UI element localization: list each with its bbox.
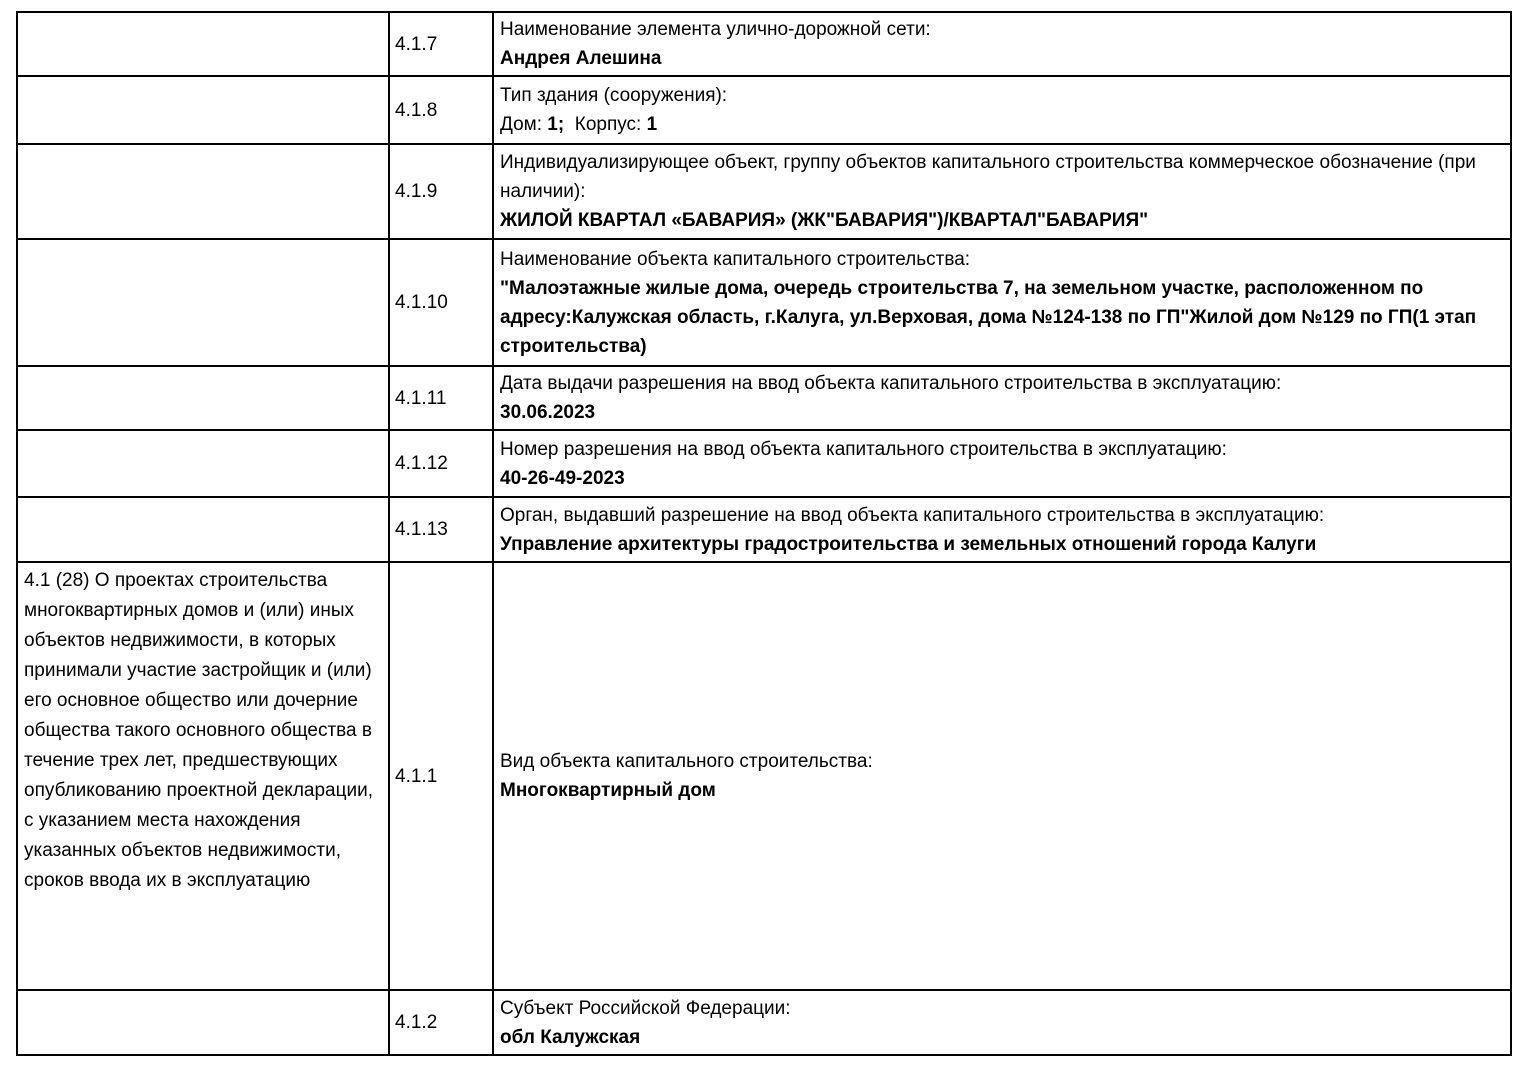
field-cell bbox=[493, 562, 1511, 990]
row-code: 4.1.2 bbox=[389, 990, 493, 1055]
field-cell bbox=[493, 144, 1511, 239]
row-code: 4.1.11 bbox=[389, 366, 493, 430]
field-value: ЖИЛОЙ КВАРТАЛ «БАВАРИЯ» (ЖК"БАВАРИЯ")/КВАРТАЛ"БАВАРИЯ" bbox=[500, 210, 1149, 231]
field-value bbox=[500, 110, 1504, 139]
project-declaration-table bbox=[16, 11, 1512, 1056]
value-part: Дом: bbox=[500, 114, 548, 135]
row-code: 4.1.12 bbox=[389, 430, 493, 497]
section-description: 4.1 (28) О проектах строительства многоквартирных домов и (или) иных объектов недвижимости, в которых принимали участие застройщик и (или) его основное общество или дочерние общества такого основного общества в течение трех лет, предшествующих опубликованию проектной декларации, с указанием места нахождения указанных объектов недвижимости, сроков ввода их в эксплуатацию bbox=[17, 562, 389, 990]
field-value: Многоквартирный дом bbox=[500, 780, 716, 801]
field-value: 30.06.2023 bbox=[500, 402, 596, 423]
value-part: 1 bbox=[646, 114, 658, 135]
value-part: 1; bbox=[547, 114, 565, 135]
table-row bbox=[17, 497, 1511, 562]
field-label: Индивидуализирующее объект, группу объектов капитального строительства коммерческое обозначение (при наличии): bbox=[500, 152, 1476, 202]
field-label: Тип здания (сооружения): bbox=[500, 85, 728, 106]
field-cell bbox=[493, 12, 1511, 76]
field-value: Андрея Алешина bbox=[500, 48, 662, 69]
field-cell bbox=[493, 497, 1511, 562]
value-part: Корпус: bbox=[564, 114, 647, 135]
row-code: 4.1.1 bbox=[389, 562, 493, 990]
table-row bbox=[17, 76, 1511, 144]
field-cell bbox=[493, 76, 1511, 144]
field-value: 40-26-49-2023 bbox=[500, 467, 625, 489]
table-row bbox=[17, 144, 1511, 239]
field-cell bbox=[493, 990, 1511, 1055]
field-cell bbox=[493, 430, 1511, 497]
empty-description-cell bbox=[17, 12, 389, 76]
table-row bbox=[17, 366, 1511, 430]
field-label: Дата выдачи разрешения на ввод объекта капитального строительства в эксплуатацию: bbox=[500, 373, 1282, 394]
table-row bbox=[17, 239, 1511, 366]
field-label: Номер разрешения на ввод объекта капитального строительства в эксплуатацию: bbox=[500, 438, 1227, 460]
row-code: 4.1.8 bbox=[389, 76, 493, 144]
field-label: Субъект Российской Федерации: bbox=[500, 997, 791, 1019]
field-value: обл Калужская bbox=[500, 1026, 641, 1048]
field-label: Наименование элемента улично-дорожной сети: bbox=[500, 19, 931, 40]
table-row bbox=[17, 12, 1511, 76]
empty-description-cell bbox=[17, 497, 389, 562]
row-code: 4.1.9 bbox=[389, 144, 493, 239]
row-code: 4.1.13 bbox=[389, 497, 493, 562]
field-label: Орган, выдавший разрешение на ввод объекта капитального строительства в эксплуатацию: bbox=[500, 504, 1325, 526]
field-label: Вид объекта капитального строительства: bbox=[500, 751, 873, 772]
empty-description-cell bbox=[17, 990, 389, 1055]
empty-description-cell bbox=[17, 76, 389, 144]
empty-description-cell bbox=[17, 366, 389, 430]
table-row bbox=[17, 562, 1511, 990]
row-code: 4.1.10 bbox=[389, 239, 493, 366]
field-cell bbox=[493, 239, 1511, 366]
table-row bbox=[17, 990, 1511, 1055]
empty-description-cell bbox=[17, 239, 389, 366]
table-row bbox=[17, 430, 1511, 497]
field-value: Управление архитектуры градостроительства и земельных отношений города Калуги bbox=[500, 533, 1317, 555]
row-code: 4.1.7 bbox=[389, 12, 493, 76]
field-value: "Малоэтажные жилые дома, очередь строительства 7, на земельном участке, расположенном по адресу:Калужская область, г.Калуга, ул.Верховая, дома №124-138 по ГП"Жилой дом №129 по ГП(1 этап строительства) bbox=[500, 277, 1477, 357]
empty-description-cell bbox=[17, 144, 389, 239]
field-cell bbox=[493, 366, 1511, 430]
empty-description-cell bbox=[17, 430, 389, 497]
field-label: Наименование объекта капитального строительства: bbox=[500, 248, 971, 270]
